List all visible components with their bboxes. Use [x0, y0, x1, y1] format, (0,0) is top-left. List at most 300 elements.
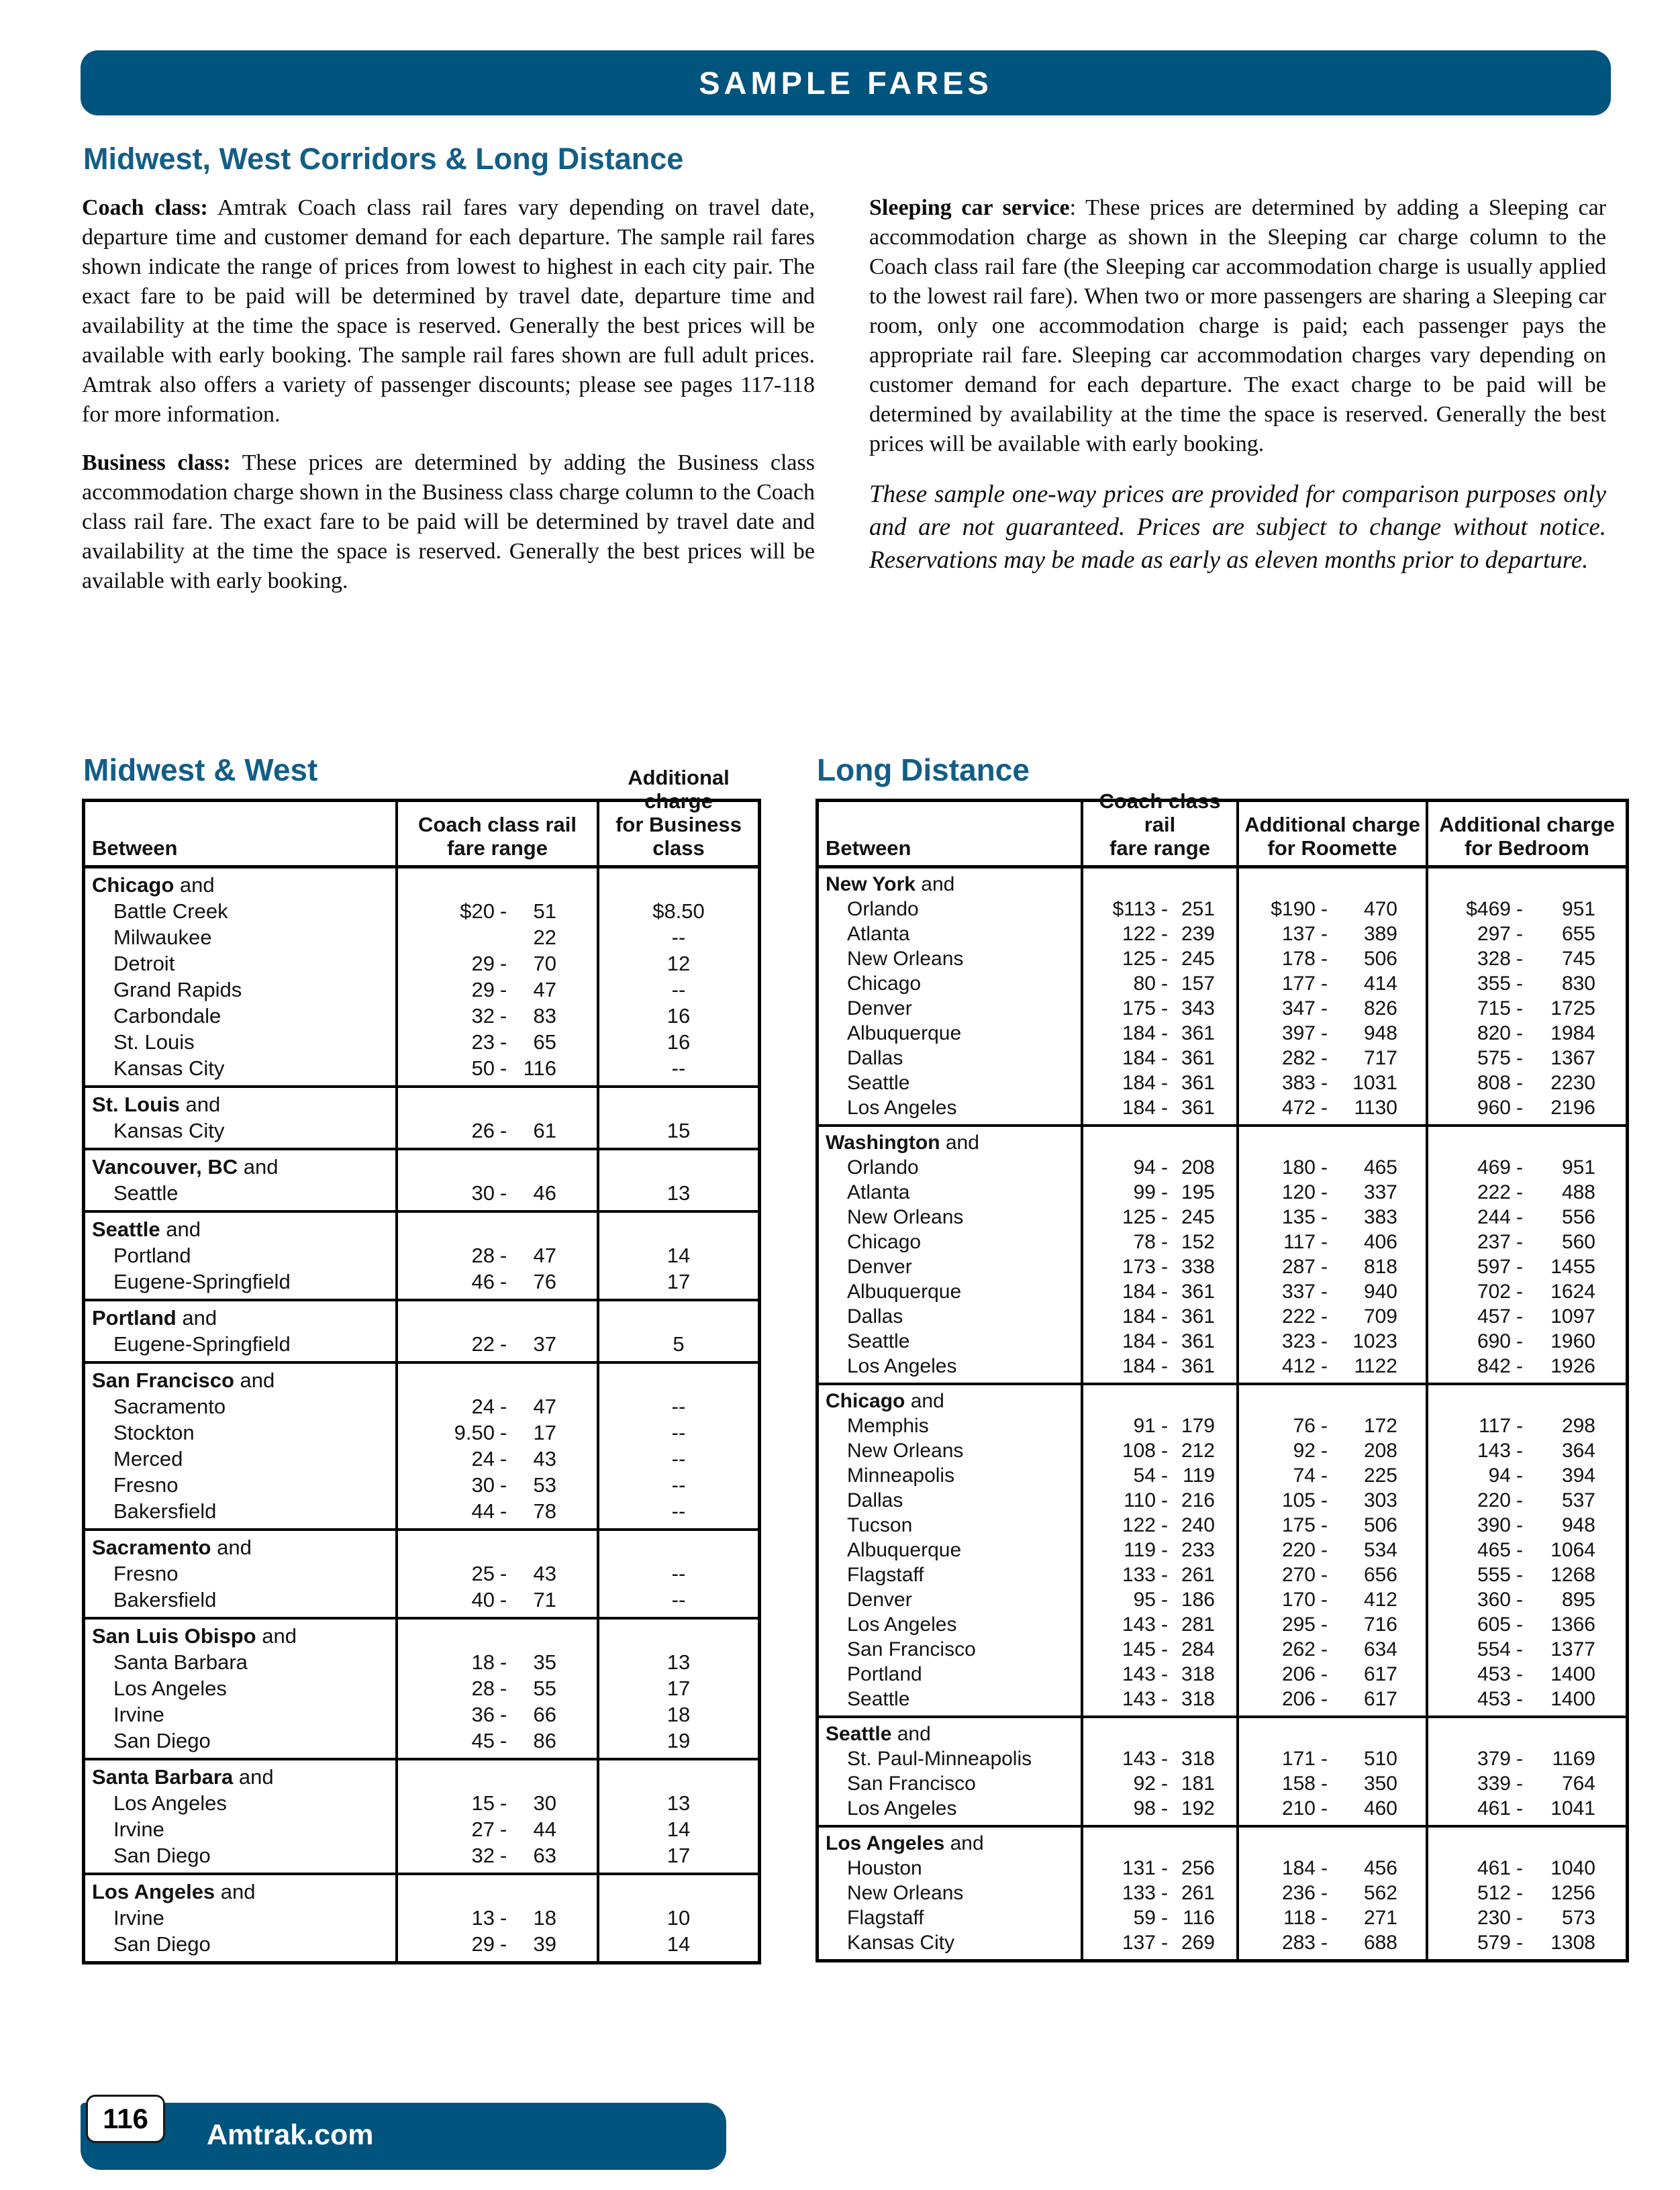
fare-low: 287 — [1281, 1256, 1316, 1278]
coach-fare-range — [395, 1649, 597, 1675]
group-header-row — [85, 1620, 758, 1649]
group-header-row — [85, 1760, 758, 1790]
destination-city: Santa Barbara — [113, 1650, 248, 1674]
bedroom-charge-range — [1426, 996, 1626, 1021]
fare-dash: - — [1161, 1415, 1168, 1437]
fare-low: 30 — [471, 1181, 495, 1205]
roomette-charge-range — [1236, 1279, 1426, 1304]
fare-low: 143 — [1122, 1748, 1156, 1770]
table-row — [85, 977, 758, 1003]
group-city-name: Chicago — [826, 1390, 905, 1412]
fare-low: 808 — [1477, 1072, 1511, 1094]
fare-low: 133 — [1122, 1564, 1156, 1586]
fare-low: 32 — [471, 1844, 495, 1867]
fare-high: 383 — [1363, 1206, 1397, 1228]
fare-low: 40 — [471, 1588, 495, 1611]
fare-high: 37 — [533, 1332, 556, 1356]
coach-fare-range — [1081, 1488, 1236, 1513]
bedroom-charge-range — [1426, 1488, 1626, 1513]
fare-dash: - — [1321, 1773, 1328, 1795]
group-and-label: and — [233, 1765, 274, 1789]
fare-dash: - — [1321, 1355, 1328, 1377]
fare-high: 1455 — [1550, 1256, 1595, 1278]
fare-high: 560 — [1561, 1231, 1595, 1253]
fare-dash: - — [1161, 1514, 1168, 1536]
destination-city: Los Angeles — [847, 1797, 957, 1820]
fare-high: 256 — [1181, 1857, 1215, 1879]
bedroom-charge-range — [1426, 1562, 1626, 1587]
fare-dash: - — [499, 1004, 507, 1028]
fare-high: 1040 — [1550, 1857, 1595, 1879]
business-class-charge: 17 — [597, 1842, 758, 1873]
fare-low: 355 — [1477, 973, 1511, 995]
fare-low: 125 — [1122, 948, 1156, 970]
fare-high: 1367 — [1550, 1047, 1595, 1069]
empty-cell — [1426, 1718, 1626, 1746]
roomette-charge-range — [1236, 946, 1426, 971]
group-and-label: and — [940, 1132, 979, 1154]
fare-low: 339 — [1477, 1773, 1511, 1795]
fare-low: 143 — [1122, 1613, 1156, 1636]
destination-city: Chicago — [847, 973, 922, 995]
table-row — [819, 1687, 1626, 1715]
coach-fare-range — [1081, 1538, 1236, 1562]
fare-low: 184 — [1122, 1330, 1156, 1352]
empty-cell — [1426, 1385, 1626, 1413]
fare-high: 948 — [1561, 1514, 1595, 1536]
bedroom-charge-range — [1426, 1413, 1626, 1438]
group-and-label: and — [179, 1093, 221, 1116]
fare-dash: - — [1161, 1440, 1168, 1462]
empty-cell — [395, 1150, 597, 1180]
banner-title: SAMPLE FARES — [699, 65, 993, 101]
fare-high: 361 — [1181, 1330, 1215, 1352]
fare-dash: - — [1516, 1440, 1523, 1462]
destination-city: St. Louis — [113, 1030, 195, 1054]
coach-fare-range — [395, 1180, 597, 1210]
table-row — [819, 1438, 1626, 1463]
roomette-charge-range — [1236, 1254, 1426, 1279]
fare-high: 688 — [1363, 1932, 1397, 1954]
empty-cell — [1426, 1828, 1626, 1856]
fare-high: 1400 — [1550, 1663, 1595, 1685]
fare-high: 51 — [533, 899, 556, 923]
fare-high: 47 — [533, 1244, 556, 1267]
fare-low: 117 — [1479, 1415, 1511, 1437]
fare-low: 24 — [471, 1447, 495, 1471]
coach-fare-range — [395, 1393, 597, 1420]
bedroom-charge-range — [1426, 1587, 1626, 1612]
destination-city: Detroit — [113, 952, 175, 975]
fare-dash: - — [1321, 923, 1328, 945]
fare-dash: - — [1516, 1564, 1523, 1586]
group-and-label: and — [234, 1368, 275, 1392]
fare-low: 26 — [471, 1119, 495, 1142]
fare-high: 412 — [1363, 1589, 1397, 1611]
fare-high: 318 — [1181, 1688, 1215, 1710]
fare-dash: - — [1321, 1330, 1328, 1352]
business-class-charge: -- — [597, 977, 758, 1003]
group-city-name: San Luis Obispo — [92, 1624, 256, 1648]
destination-city: Atlanta — [847, 1181, 910, 1203]
destination-city: Chicago — [847, 1231, 922, 1253]
empty-cell — [597, 868, 758, 898]
empty-cell — [395, 1531, 597, 1560]
fare-high: 1169 — [1552, 1748, 1595, 1770]
fare-low: 15 — [471, 1791, 495, 1815]
coach-fare-range — [1081, 1746, 1236, 1771]
fare-low: 108 — [1122, 1440, 1156, 1462]
fare-dash: - — [1161, 1072, 1168, 1094]
group-header-row — [85, 1364, 758, 1393]
group-header-row — [819, 1385, 1626, 1413]
fare-high: 1031 — [1352, 1072, 1397, 1094]
table-row — [85, 1242, 758, 1268]
fare-high: 44 — [533, 1818, 556, 1841]
group-and-label: and — [160, 1217, 201, 1241]
fare-dash: - — [1321, 1539, 1328, 1561]
col-header-coach-fare — [1081, 789, 1236, 865]
fare-high: 39 — [533, 1932, 556, 1956]
destination-city: Bakersfield — [113, 1499, 217, 1523]
bedroom-charge-range — [1426, 1463, 1626, 1488]
table-row — [819, 1254, 1626, 1279]
group-city-cell — [85, 1620, 395, 1649]
business-class-charge: 18 — [597, 1701, 758, 1728]
fare-high: 1366 — [1550, 1613, 1595, 1636]
business-class-charge: 10 — [597, 1905, 758, 1931]
fare-low: 24 — [471, 1395, 495, 1418]
destination-city: San Diego — [113, 1729, 211, 1752]
fare-dash: - — [1321, 1748, 1328, 1770]
fare-high: 716 — [1363, 1613, 1397, 1636]
destination-city: Dallas — [847, 1489, 903, 1511]
fare-dash: - — [1321, 1022, 1328, 1044]
table-row — [819, 1746, 1626, 1771]
fare-dash: - — [1161, 1281, 1168, 1303]
fare-group — [85, 1758, 758, 1873]
bedroom-charge-range — [1426, 1180, 1626, 1205]
fare-low: 184 — [1122, 1281, 1156, 1303]
table-row — [819, 1930, 1626, 1959]
group-and-label: and — [944, 1832, 984, 1854]
destination-city: Denver — [847, 1589, 912, 1611]
fare-dash: - — [1321, 1663, 1328, 1685]
fare-low: 820 — [1477, 1022, 1511, 1044]
col-header-label: Coach class rail — [417, 813, 577, 836]
coach-fare-range — [395, 1446, 597, 1472]
fare-high: 63 — [533, 1844, 556, 1867]
coach-fare-range — [395, 1003, 597, 1029]
fare-dash: - — [499, 1244, 507, 1267]
fare-dash: - — [1161, 1156, 1168, 1179]
destination-city: Los Angeles — [113, 1677, 227, 1700]
fare-high: 119 — [1183, 1464, 1215, 1487]
fare-dash: - — [1516, 1638, 1523, 1660]
fare-dash: - — [1516, 1748, 1523, 1770]
table-row — [819, 1562, 1626, 1587]
roomette-charge-range — [1236, 1046, 1426, 1071]
fare-high: 414 — [1363, 973, 1397, 995]
coach-fare-range — [1081, 1205, 1236, 1230]
coach-fare-range — [395, 1242, 597, 1268]
fare-low: 143 — [1122, 1688, 1156, 1710]
fare-low: 283 — [1281, 1932, 1316, 1954]
fare-dash: - — [1161, 1564, 1168, 1586]
col-header-roomette — [1236, 802, 1426, 865]
fare-dash: - — [1516, 1589, 1523, 1611]
destination-city: Los Angeles — [847, 1355, 957, 1377]
coach-fare-range — [395, 1728, 597, 1758]
fare-low: 465 — [1477, 1539, 1511, 1561]
fare-high: 338 — [1181, 1256, 1215, 1278]
fare-high: 55 — [533, 1677, 556, 1700]
coach-fare-range — [395, 1498, 597, 1528]
fare-high: 61 — [533, 1119, 556, 1142]
fare-high: 281 — [1181, 1613, 1215, 1636]
fare-dash: - — [1516, 1932, 1523, 1954]
long-distance-table-title: Long Distance — [817, 752, 1030, 787]
col-header-label: Between — [826, 836, 911, 860]
fare-dash: - — [499, 1270, 507, 1293]
fare-high: 78 — [533, 1499, 556, 1523]
group-city-cell — [819, 1127, 1081, 1155]
fare-dash: - — [1161, 1907, 1168, 1929]
destination-city: Los Angeles — [847, 1613, 957, 1636]
fare-low: 28 — [471, 1244, 495, 1267]
fare-high: 71 — [533, 1588, 556, 1611]
fare-dash: - — [1321, 1415, 1328, 1437]
table-row — [819, 1230, 1626, 1254]
group-city-cell — [85, 1213, 395, 1242]
table-row — [819, 1662, 1626, 1687]
business-class-lead: Business class: — [82, 450, 231, 475]
empty-cell — [597, 1301, 758, 1331]
business-class-body: These prices are determined by adding the Business class accommodation charge shown in the Business class charge column to the Coach class rail fare. The exact fare to be paid will be determined by travel date and availability at the time the space is reserved. Generally the best prices will be available with early booking. — [82, 450, 815, 593]
fare-high: 573 — [1561, 1907, 1595, 1929]
fare-group — [85, 1085, 758, 1148]
roomette-charge-range — [1236, 1662, 1426, 1687]
group-city-name: Sacramento — [92, 1536, 211, 1559]
business-class-charge: 16 — [597, 1003, 758, 1029]
coach-fare-range — [395, 1905, 597, 1931]
fare-high: 251 — [1181, 898, 1215, 920]
destination-city: Grand Rapids — [113, 978, 242, 1001]
bedroom-charge-range — [1426, 1205, 1626, 1230]
fare-group — [819, 1383, 1626, 1715]
roomette-charge-range — [1236, 1205, 1426, 1230]
business-class-charge: 17 — [597, 1675, 758, 1701]
empty-cell — [1236, 868, 1426, 897]
fare-group — [819, 1124, 1626, 1383]
group-city-cell — [819, 1718, 1081, 1746]
group-header-row — [85, 1213, 758, 1242]
fare-high: 30 — [533, 1791, 556, 1815]
table-row — [819, 1046, 1626, 1071]
coach-fare-range — [1081, 1046, 1236, 1071]
fare-low: 328 — [1477, 948, 1511, 970]
fare-low: 80 — [1133, 973, 1156, 995]
roomette-charge-range — [1236, 1930, 1426, 1959]
fare-low: 184 — [1122, 1047, 1156, 1069]
table-row — [85, 1728, 758, 1758]
destination-city: New Orleans — [847, 1206, 964, 1228]
fare-low: 94 — [1133, 1156, 1156, 1179]
table-header-row — [819, 789, 1626, 868]
fare-low: 98 — [1133, 1797, 1156, 1820]
fare-high: 1377 — [1550, 1638, 1595, 1660]
fare-low: 36 — [471, 1703, 495, 1726]
coach-fare-range — [395, 1560, 597, 1587]
fare-high: 181 — [1181, 1773, 1215, 1795]
fare-dash: - — [499, 1030, 507, 1054]
roomette-charge-range — [1236, 1538, 1426, 1562]
business-class-charge: 17 — [597, 1268, 758, 1299]
coach-fare-range — [1081, 1180, 1236, 1205]
fare-dash: - — [1516, 1022, 1523, 1044]
group-city-name: Portland — [92, 1306, 177, 1330]
business-class-charge: 16 — [597, 1029, 758, 1055]
fare-high: 1041 — [1550, 1797, 1595, 1820]
coach-fare-range — [1081, 1095, 1236, 1124]
bedroom-charge-range — [1426, 1254, 1626, 1279]
coach-fare-range — [395, 1029, 597, 1055]
fare-dash: - — [1516, 1773, 1523, 1795]
fare-low: 133 — [1122, 1882, 1156, 1904]
table-row — [85, 1268, 758, 1299]
roomette-charge-range — [1236, 897, 1426, 922]
destination-city: Tucson — [847, 1514, 913, 1536]
table-row — [85, 1055, 758, 1085]
destination-city: St. Paul-Minneapolis — [847, 1748, 1032, 1770]
destination-city: San Diego — [113, 1932, 211, 1956]
empty-cell — [395, 1760, 597, 1790]
fare-low: 461 — [1477, 1857, 1511, 1879]
table-row — [85, 1816, 758, 1842]
fare-low: 137 — [1281, 923, 1316, 945]
fare-high: 361 — [1181, 1305, 1215, 1328]
fare-low: 44 — [471, 1499, 495, 1523]
coach-fare-range — [1081, 1413, 1236, 1438]
fare-dash: - — [1321, 1464, 1328, 1487]
fare-group — [85, 1528, 758, 1617]
group-city-name: Chicago — [92, 873, 175, 897]
fare-low: 78 — [1133, 1231, 1156, 1253]
fare-high: 895 — [1561, 1589, 1595, 1611]
fare-high: 17 — [533, 1421, 556, 1444]
fare-high: 303 — [1363, 1489, 1397, 1511]
fare-low: 222 — [1477, 1181, 1511, 1203]
roomette-charge-range — [1236, 1771, 1426, 1796]
fare-low: 383 — [1281, 1072, 1316, 1094]
fare-low: 236 — [1281, 1882, 1316, 1904]
empty-cell — [597, 1213, 758, 1242]
fare-dash: - — [1516, 1539, 1523, 1561]
coach-fare-range — [1081, 1687, 1236, 1715]
group-city-cell — [819, 1385, 1081, 1413]
coach-fare-range — [395, 898, 597, 924]
table-row — [85, 1790, 758, 1816]
bedroom-charge-range — [1426, 1746, 1626, 1771]
bedroom-charge-range — [1426, 1538, 1626, 1562]
destination-city: Los Angeles — [113, 1791, 227, 1815]
fare-dash: - — [1321, 1305, 1328, 1328]
fare-dash: - — [1161, 1773, 1168, 1795]
destination-city: Eugene-Springfield — [113, 1270, 291, 1293]
coach-fare-range — [1081, 996, 1236, 1021]
fare-low: 555 — [1477, 1564, 1511, 1586]
group-city-cell — [819, 868, 1081, 897]
fare-low: 99 — [1133, 1181, 1156, 1203]
coach-fare-range — [395, 1331, 597, 1361]
fare-high: 510 — [1363, 1748, 1397, 1770]
coach-class-body: Amtrak Coach class rail fares vary depending on travel date, departure time and customer demand for each departure. The sample rail fares shown indicate the range of prices from lowest to highest in each city pair. The exact fare to be paid will be determined by travel date, departure time and availability at the time the space is reserved. Generally the best prices will be available with early booking. The sample rail fares shown are full adult prices. Amtrak also offers a variety of passenger discounts; please see pages 117-118 for more information. — [82, 195, 815, 427]
empty-cell — [1236, 1718, 1426, 1746]
fare-low: 28 — [471, 1677, 495, 1700]
fare-dash: - — [1321, 1797, 1328, 1820]
fare-dash: - — [1161, 898, 1168, 920]
fare-low: $113 — [1112, 898, 1156, 920]
fare-dash: - — [1516, 1464, 1523, 1487]
fare-dash: - — [1516, 898, 1523, 920]
group-city-name: Seattle — [92, 1217, 160, 1241]
bedroom-charge-range — [1426, 1856, 1626, 1881]
table-row — [819, 1021, 1626, 1046]
empty-cell — [1236, 1385, 1426, 1413]
fare-low: 143 — [1477, 1440, 1511, 1462]
fare-low: 453 — [1477, 1663, 1511, 1685]
fare-low: 122 — [1122, 923, 1156, 945]
coach-fare-range — [1081, 1304, 1236, 1329]
fare-dash: - — [1516, 1256, 1523, 1278]
fare-low: 22 — [471, 1332, 495, 1356]
fare-dash: - — [1516, 1797, 1523, 1820]
fare-low: 453 — [1477, 1688, 1511, 1710]
group-header-row — [85, 1875, 758, 1905]
coach-fare-range — [395, 1790, 597, 1816]
destination-city: Denver — [847, 997, 912, 1019]
fare-high: 83 — [533, 1004, 556, 1028]
group-header-row — [819, 1718, 1626, 1746]
fare-dash: - — [499, 1473, 507, 1497]
empty-cell — [395, 1620, 597, 1649]
fare-low: 597 — [1477, 1256, 1511, 1278]
empty-cell — [395, 1301, 597, 1331]
fare-high: 460 — [1363, 1797, 1397, 1820]
fare-dash: - — [1516, 1415, 1523, 1437]
fare-low: 94 — [1488, 1464, 1511, 1487]
fare-high: 240 — [1181, 1514, 1215, 1536]
table-row — [85, 950, 758, 977]
fare-dash: - — [1516, 1305, 1523, 1328]
fare-low: 184 — [1122, 1305, 1156, 1328]
fare-low: 295 — [1281, 1613, 1316, 1636]
fare-dash: - — [1516, 1857, 1523, 1879]
empty-cell — [1426, 1127, 1626, 1155]
fare-high: 284 — [1181, 1638, 1215, 1660]
fare-high: 406 — [1363, 1231, 1397, 1253]
fare-dash: - — [1161, 1022, 1168, 1044]
table-row — [85, 1498, 758, 1528]
fare-low: 13 — [471, 1906, 495, 1930]
fare-group — [85, 1299, 758, 1361]
bedroom-charge-range — [1426, 1046, 1626, 1071]
group-city-name: Santa Barbara — [92, 1765, 234, 1789]
fare-low: 175 — [1281, 1514, 1316, 1536]
roomette-charge-range — [1236, 996, 1426, 1021]
bedroom-charge-range — [1426, 971, 1626, 996]
fare-dash: - — [499, 1395, 507, 1418]
